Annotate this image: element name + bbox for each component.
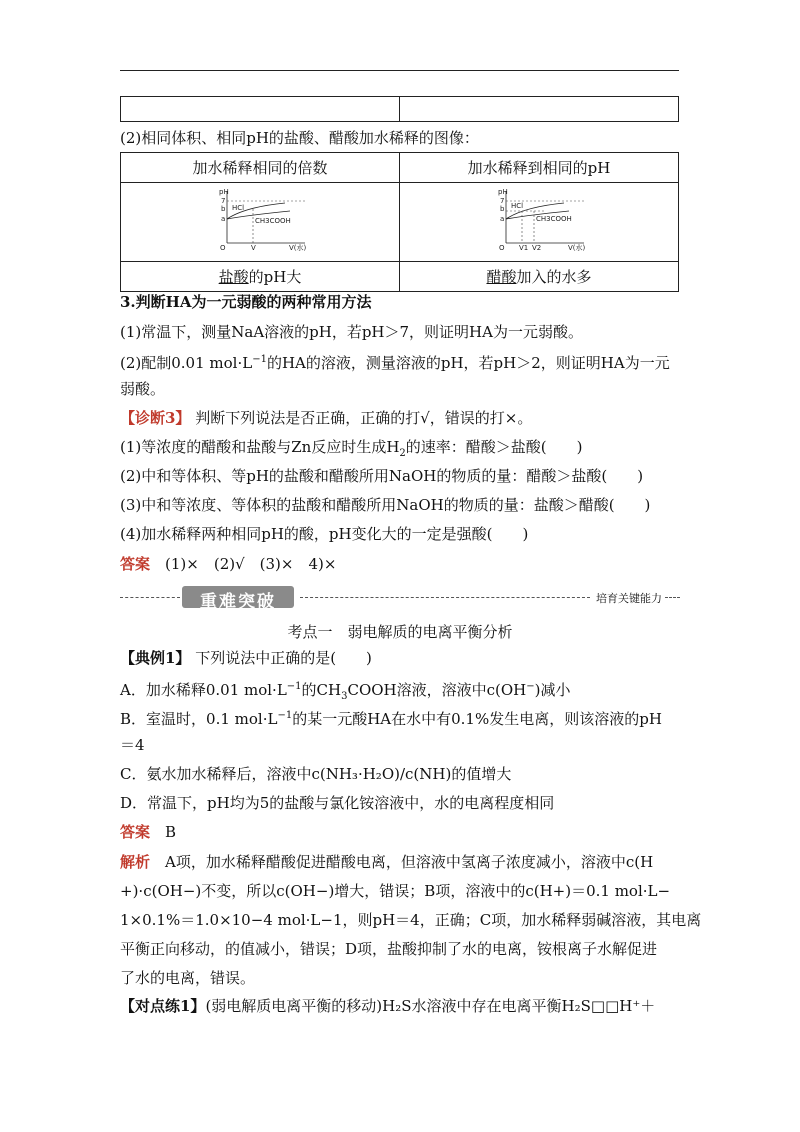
diagnosis-q4: (4)加水稀释两种相同pH的酸，pH变化大的一定是强酸( ) — [120, 525, 529, 543]
answer2-label: 答案 — [120, 823, 151, 841]
dilution-header-left: 加水稀释相同的倍数 — [121, 153, 400, 183]
top-table-right-cell — [400, 97, 679, 122]
option-c: C．氨水加水稀释后，溶液中c(NH₃·H₂O)/c(NH)的值增大 — [120, 765, 512, 783]
method2-line2: 弱酸。 — [120, 380, 166, 398]
diagnosis3-text: 判断下列说法是否正确，正确的打√，错误的打×。 — [190, 409, 533, 427]
dilution-footer-right — [400, 262, 679, 292]
answer2-text: B — [165, 823, 177, 841]
section2-intro: (2)相同体积、相同pH的盐酸、醋酸加水稀释的图像： — [120, 129, 479, 147]
footer-right-underlined: 醋酸 — [486, 268, 517, 286]
banner-right-end-rule — [665, 597, 680, 598]
kaodian-title: 考点一 弱电解质的电离平衡分析 — [287, 623, 513, 641]
analysis-line3: 1×0.1%＝1.0×10−4 mol·L−1，则pH＝4，正确；C项，加水稀释弱碱溶液，其电离 — [120, 911, 702, 929]
right-x-origin: O — [499, 244, 505, 252]
analysis-line2: +)·c(OH−)不变，所以c(OH−)增大，错误；B项，溶液中的c(H+)＝0.1 mol·L− — [120, 882, 671, 900]
answer1-text: (1)× (2)√ (3)× 4)× — [165, 555, 337, 573]
diagnosis3 — [120, 408, 532, 428]
right-dilution-graph — [484, 185, 594, 255]
left-y-axis-label: pH — [219, 188, 229, 196]
diagnosis-q2: (2)中和等体积、等pH的盐酸和醋酸所用NaOH的物质的量：醋酸＞盐酸( ) — [120, 467, 644, 485]
answer1-line — [120, 554, 336, 574]
diagnosis-q1: (1)等浓度的醋酸和盐酸与Zn反应时生成$H_2$的速率：醋酸＞盐酸( ) — [120, 438, 583, 459]
left-y-tick-a: a — [221, 215, 226, 223]
right-graph-cell — [400, 183, 679, 262]
option-b-cont: ＝4 — [120, 736, 145, 754]
left-graph-cell — [121, 183, 400, 262]
example1-text: 下列说法中正确的是( ) — [190, 649, 372, 667]
practice1-label: 【对点练1】 — [120, 997, 206, 1015]
banner-left-rule — [120, 597, 180, 598]
analysis-line4: 平衡正向移动，的值减小，错误；D项，盐酸抑制了水的电离，铵根离子水解促进 — [120, 940, 658, 958]
practice1 — [120, 996, 655, 1016]
method2-line1: (2)配制0.01 $mol\cdot L^{-1}$的HA的溶液，测量溶液的pH，若pH＞2，则证明HA为一元 — [120, 354, 670, 372]
left-y-tick-b: b — [221, 205, 226, 213]
left-x-origin: O — [220, 244, 226, 252]
right-curve-label-acetic: CH3COOH — [536, 215, 572, 223]
diagnosis-q3: (3)中和等浓度、等体积的盐酸和醋酸所用NaOH的物质的量：盐酸＞醋酸( ) — [120, 496, 651, 514]
analysis-line1: 解析 A项，加水稀释醋酸促进醋酸电离，但溶液中氢离子浓度减小，溶液中c(H — [120, 853, 654, 871]
header-rule — [120, 70, 679, 71]
option-a: A．加水稀释0.01 $mol\cdot L^{-1}$的$CH_3COOH$溶液，溶液中c(OH−)减小 — [120, 681, 571, 702]
left-curve-label-acetic: CH3COOH — [255, 217, 291, 225]
diagnosis3-label: 【诊断3】 — [120, 409, 191, 427]
banner-right-label: 培育关键能力 — [596, 592, 662, 605]
dilution-table — [120, 152, 679, 292]
answer1-label: 答案 — [120, 555, 151, 573]
left-x-water: V(水) — [289, 244, 307, 252]
banner-title: 重难突破 — [200, 592, 276, 612]
footer-right-rest: 加入的水多 — [516, 268, 592, 286]
dilution-footer-left — [121, 262, 400, 292]
left-dilution-graph — [205, 185, 315, 255]
option-b: B．室温时，0.1 $mol\cdot L^{-1}$的某一元酸HA在水中有0.1%发生电离，则该溶液的pH — [120, 710, 662, 728]
banner-right-rule — [300, 597, 590, 598]
left-curve-label-hcl: HCl — [232, 204, 245, 212]
answer2-line — [120, 822, 176, 842]
analysis-line5: 了水的电离，错误。 — [120, 969, 256, 987]
practice1-text: (弱电解质电离平衡的移动)H₂S水溶液中存在电离平衡H₂S□□H⁺＋ — [205, 997, 656, 1015]
dilution-header-right: 加水稀释到相同的pH — [400, 153, 679, 183]
right-x-v1: V1 — [519, 244, 529, 252]
left-y-tick-7: 7 — [221, 197, 226, 205]
right-x-water: V(水) — [568, 244, 586, 252]
option-d: D．常温下，pH均为5的盐酸与氯化铵溶液中，水的电离程度相同 — [120, 794, 555, 812]
analysis-label: 解析 — [120, 853, 151, 871]
top-table — [120, 96, 679, 122]
heading3: 3.判断HA为一元弱酸的两种常用方法 — [120, 293, 372, 311]
right-y-tick-7: 7 — [500, 197, 505, 205]
example1-label: 【典例1】 — [120, 649, 191, 667]
right-x-v2: V2 — [532, 244, 542, 252]
right-curve-label-hcl: HCl — [511, 202, 524, 210]
right-y-tick-b: b — [500, 205, 505, 213]
example1 — [120, 648, 372, 668]
right-y-tick-a: a — [500, 215, 505, 223]
method1: (1)常温下，测量NaA溶液的pH，若pH＞7，则证明HA为一元弱酸。 — [120, 323, 583, 341]
footer-left-rest: 的pH大 — [248, 268, 302, 286]
left-x-v: V — [251, 244, 256, 252]
section-banner — [120, 586, 680, 612]
footer-left-underlined: 盐酸 — [218, 268, 249, 286]
right-y-axis-label: pH — [498, 188, 508, 196]
top-table-left-cell — [121, 97, 400, 122]
